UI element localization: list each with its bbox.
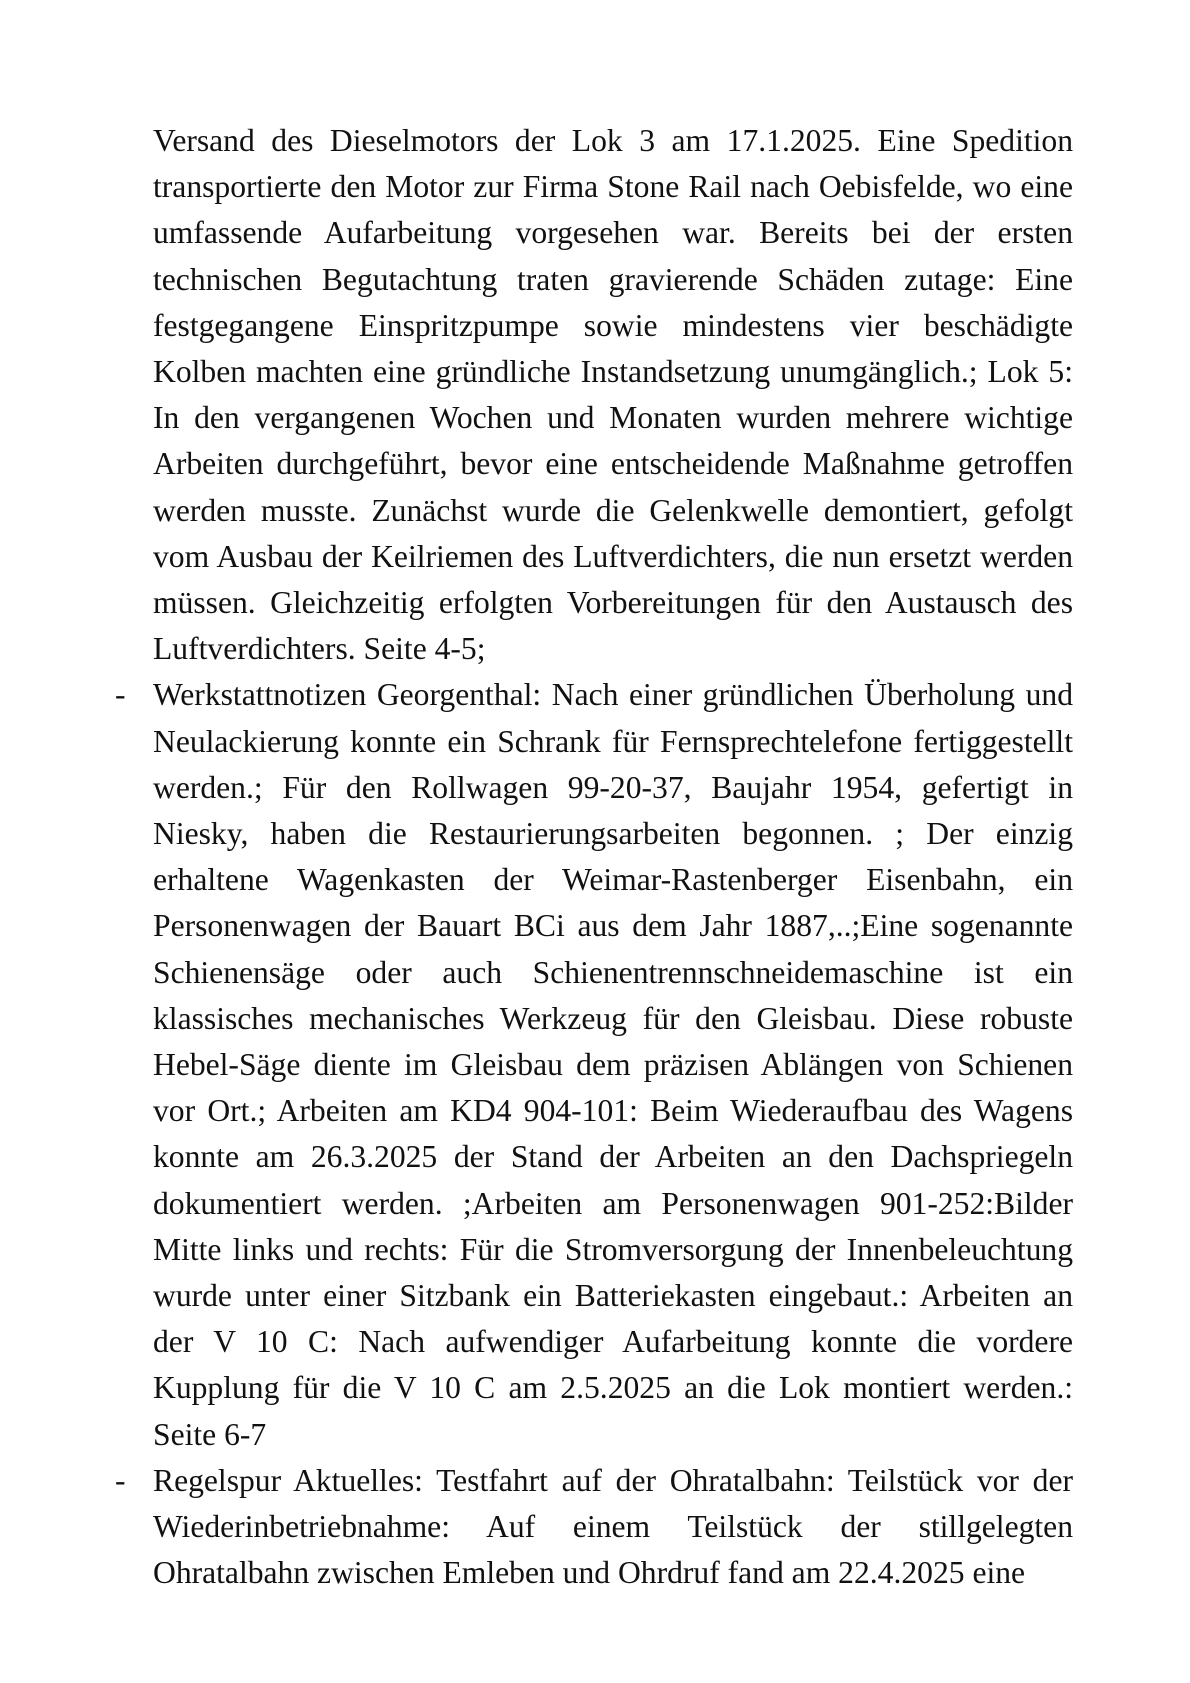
document-body [115, 118, 1073, 1597]
list-item-text: Werkstattnotizen Georgenthal: Nach einer gründlichen Überholung und Neulackierung konnte ein Schrank für Fernsprechtelefone fertiggestellt werden.; Für den Rollwagen 99-20-37, Baujahr 1954, gefertigt in Niesky, haben die Restaurierungsarbeiten begonnen. ; Der einzig erhaltene Wagenkasten der Weimar-Rastenberger Eisenbahn, ein Personenwagen der Bauart BCi aus dem Jahr 1887,..;Eine sogenannte Schienensäge oder auch Schienentrennschneidemaschine ist ein klassisches mechanisches Werkzeug für den Gleisbau. Diese robuste Hebel-Säge diente im Gleisbau dem präzisen Ablängen von Schienen vor Ort.; Arbeiten am KD4 904-101: Beim Wiederaufbau des Wagens konnte am 26.3.2025 der Stand der Arbeiten an den Dachspriegeln dokumentiert werden. ;Arbeiten am Personenwagen 901-252:Bilder Mitte links und rechts: Für die Stromversorgung der Innenbeleuchtung wurde unter einer Sitzbank ein Batteriekasten eingebaut.: Arbeiten an der V 10 C: Nach aufwendiger Aufarbeitung konnte die vordere Kupplung für die V 10 C am 2.5.2025 an die Lok montiert werden.: Seite 6-7 [153, 677, 1073, 1452]
list-item-text: Regelspur Aktuelles: Testfahrt auf der Ohratalbahn: Teilstück vor der Wiederinbetriebnahme: Auf einem Teilstück der stillgelegten Ohratalbahn zwischen Emleben und Ohrdruf fand am 22.4.2025 eine [153, 1462, 1073, 1591]
list-bullet: - [115, 677, 126, 713]
continuation-paragraph: Versand des Dieselmotors der Lok 3 am 17.1.2025. Eine Spedition transportierte den Motor zur Firma Stone Rail nach Oebisfelde, wo eine umfassende Aufarbeitung vorgesehen war. Bereits bei der ersten technischen Begutachtung traten gravierende Schäden zutage: Eine festgegangene Einspritzpumpe sowie mindestens vier beschädigte Kolben machten eine gründliche Instandsetzung unumgänglich.; Lok 5: In den vergangenen Wochen und Monaten wurden mehrere wichtige Arbeiten durchgeführt, bevor eine entscheidende Maßnahme getroffen werden musste. Zunächst wurde die Gelenkwelle demontiert, gefolgt vom Ausbau der Keilriemen des Luftverdichters, die nun ersetzt werden müssen. Gleichzeitig erfolgten Vorbereitungen für den Austausch des Luftverdichters. Seite 4-5; [153, 123, 1073, 667]
list-item [115, 672, 1073, 1457]
list-bullet: - [115, 1462, 126, 1498]
list-item [115, 1458, 1073, 1597]
